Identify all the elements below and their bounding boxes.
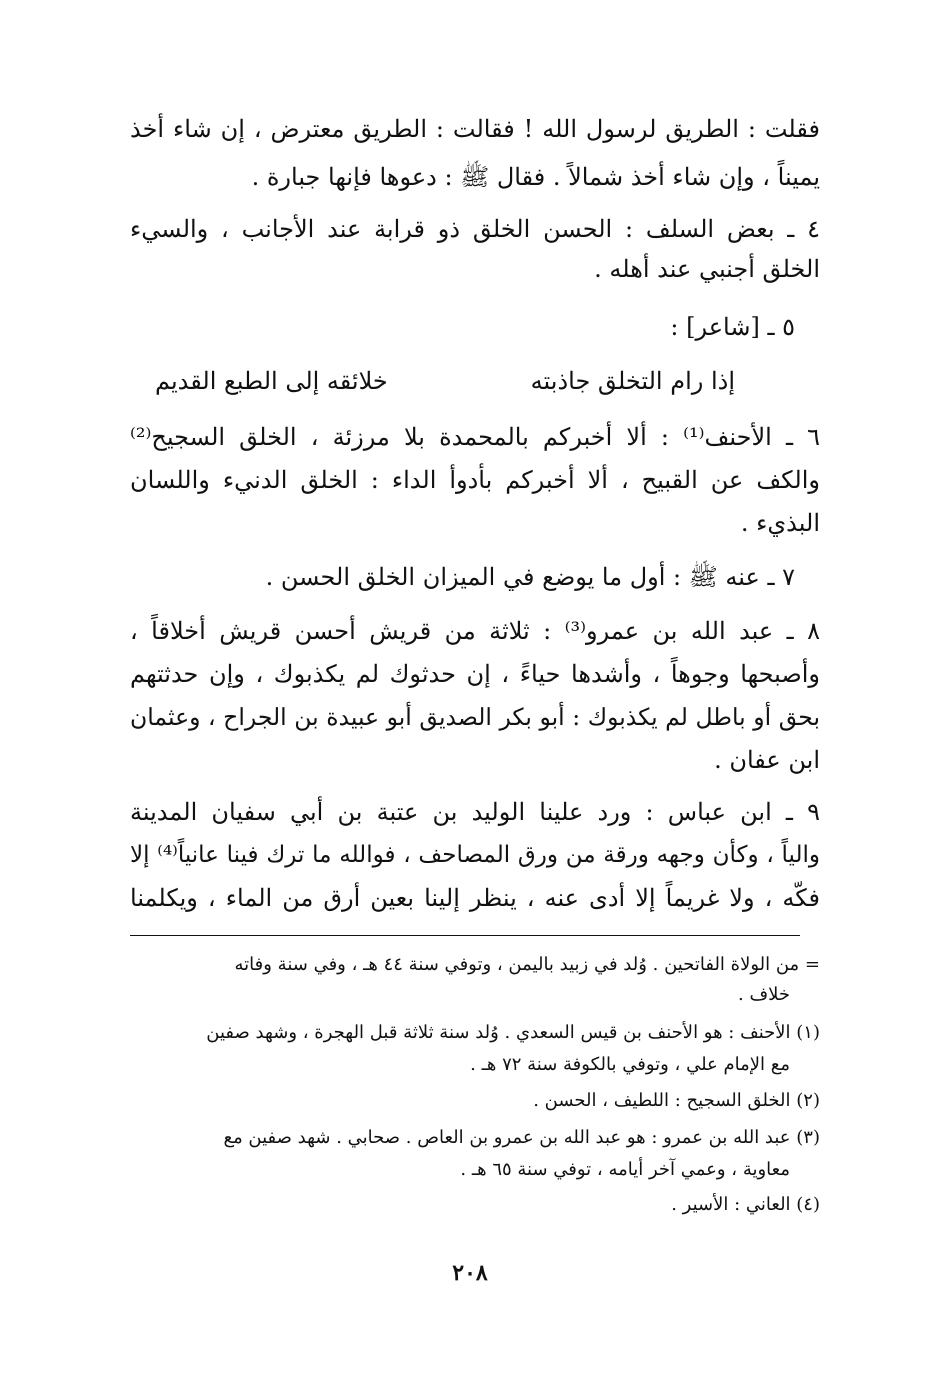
verse-first-hemistich: إذا رام التخلق جاذبته [530, 367, 735, 395]
footnote-line: (٣) عبد الله بن عمرو : هو عبد الله بن عمرو بن العاص . صحابي . شهد صفين مع [223, 1127, 820, 1148]
footnote-line: مع الإمام علي ، وتوفي بالكوفة سنة ٧٢ هـ . [470, 1054, 790, 1075]
body-line: بحق أو باطل لم يكذبوك : أبو بكر الصديق أبو عبيدة بن الجراح ، وعثمان [130, 703, 820, 731]
body-line: والياً ، وكأن وجهه ورقة من ورق المصاحف ، فوالله ما ترك فينا عانياً⁽⁴⁾ إلا [130, 842, 821, 868]
footnote-line: خلاف . [738, 984, 790, 1005]
poem-verse [155, 364, 735, 398]
body-line: يميناً ، وإن شاء أخذ شمالاً . فقال ﷺ : دعوها فإنها جبارة . [251, 163, 820, 191]
page-number: ٢٠٨ [452, 1260, 488, 1286]
body-line: ٥ ـ [شاعر] : [670, 313, 795, 341]
footnote-line: (٢) الخلق السجيح : اللطيف ، الحسن . [533, 1090, 820, 1111]
body-line: وأصبحها وجوهاً ، وأشدها حياءً ، إن حدثوك لم يكذبوك ، وإن حدثتهم [130, 660, 820, 688]
body-line: ٦ ـ الأحنف⁽¹⁾ : ألا أخبركم بالمحمدة بلا مرزئة ، الخلق السجيح⁽²⁾ [130, 423, 820, 451]
footnote-line: (٤) العاني : الأسير . [671, 1194, 820, 1215]
footnote-separator [130, 935, 800, 936]
footnote-line: (١) الأحنف : هو الأحنف بن قيس السعدي . وُلد سنة ثلاثة قبل الهجرة ، وشهد صفين [206, 1022, 820, 1043]
body-line: فقلت : الطريق لرسول الله ! فقالت : الطريق معترض ، إن شاء أخذ [130, 115, 820, 143]
body-line: ابن عفان . [714, 746, 820, 774]
body-line: الخلق أجنبي عند أهله . [594, 255, 820, 283]
body-line: ٨ ـ عبد الله بن عمرو⁽³⁾ : ثلاثة من قريش أحسن قريش أخلاقاً ، [130, 617, 820, 645]
footnote-line: معاوية ، وعمي آخر أيامه ، توفي سنة ٦٥ هـ . [460, 1159, 790, 1180]
body-line: والكف عن القبيح ، ألا أخبركم بأدوأ الداء : الخلق الدنيء واللسان [130, 466, 820, 494]
body-line: ٧ ـ عنه ﷺ : أول ما يوضع في الميزان الخلق الحسن . [265, 563, 795, 591]
body-line: ٤ ـ بعض السلف : الحسن الخلق ذو قرابة عند الأجانب ، والسيء [130, 215, 820, 243]
body-line: فكّه ، ولا غريماً إلا أدى عنه ، ينظر إلينا بعين أرق من الماء ، ويكلمنا [130, 884, 820, 912]
body-line: البذيء . [740, 509, 820, 537]
body-line: ٩ ـ ابن عباس : ورد علينا الوليد بن عتبة بن أبي سفيان المدينة [130, 798, 820, 826]
footnote-line: = من الولاة الفاتحين . وُلد في زبيد باليمن ، وتوفي سنة ٤٤ هـ ، وفي سنة وفاته [234, 954, 820, 975]
verse-second-hemistich: خلائقه إلى الطبع القديم [155, 367, 388, 395]
